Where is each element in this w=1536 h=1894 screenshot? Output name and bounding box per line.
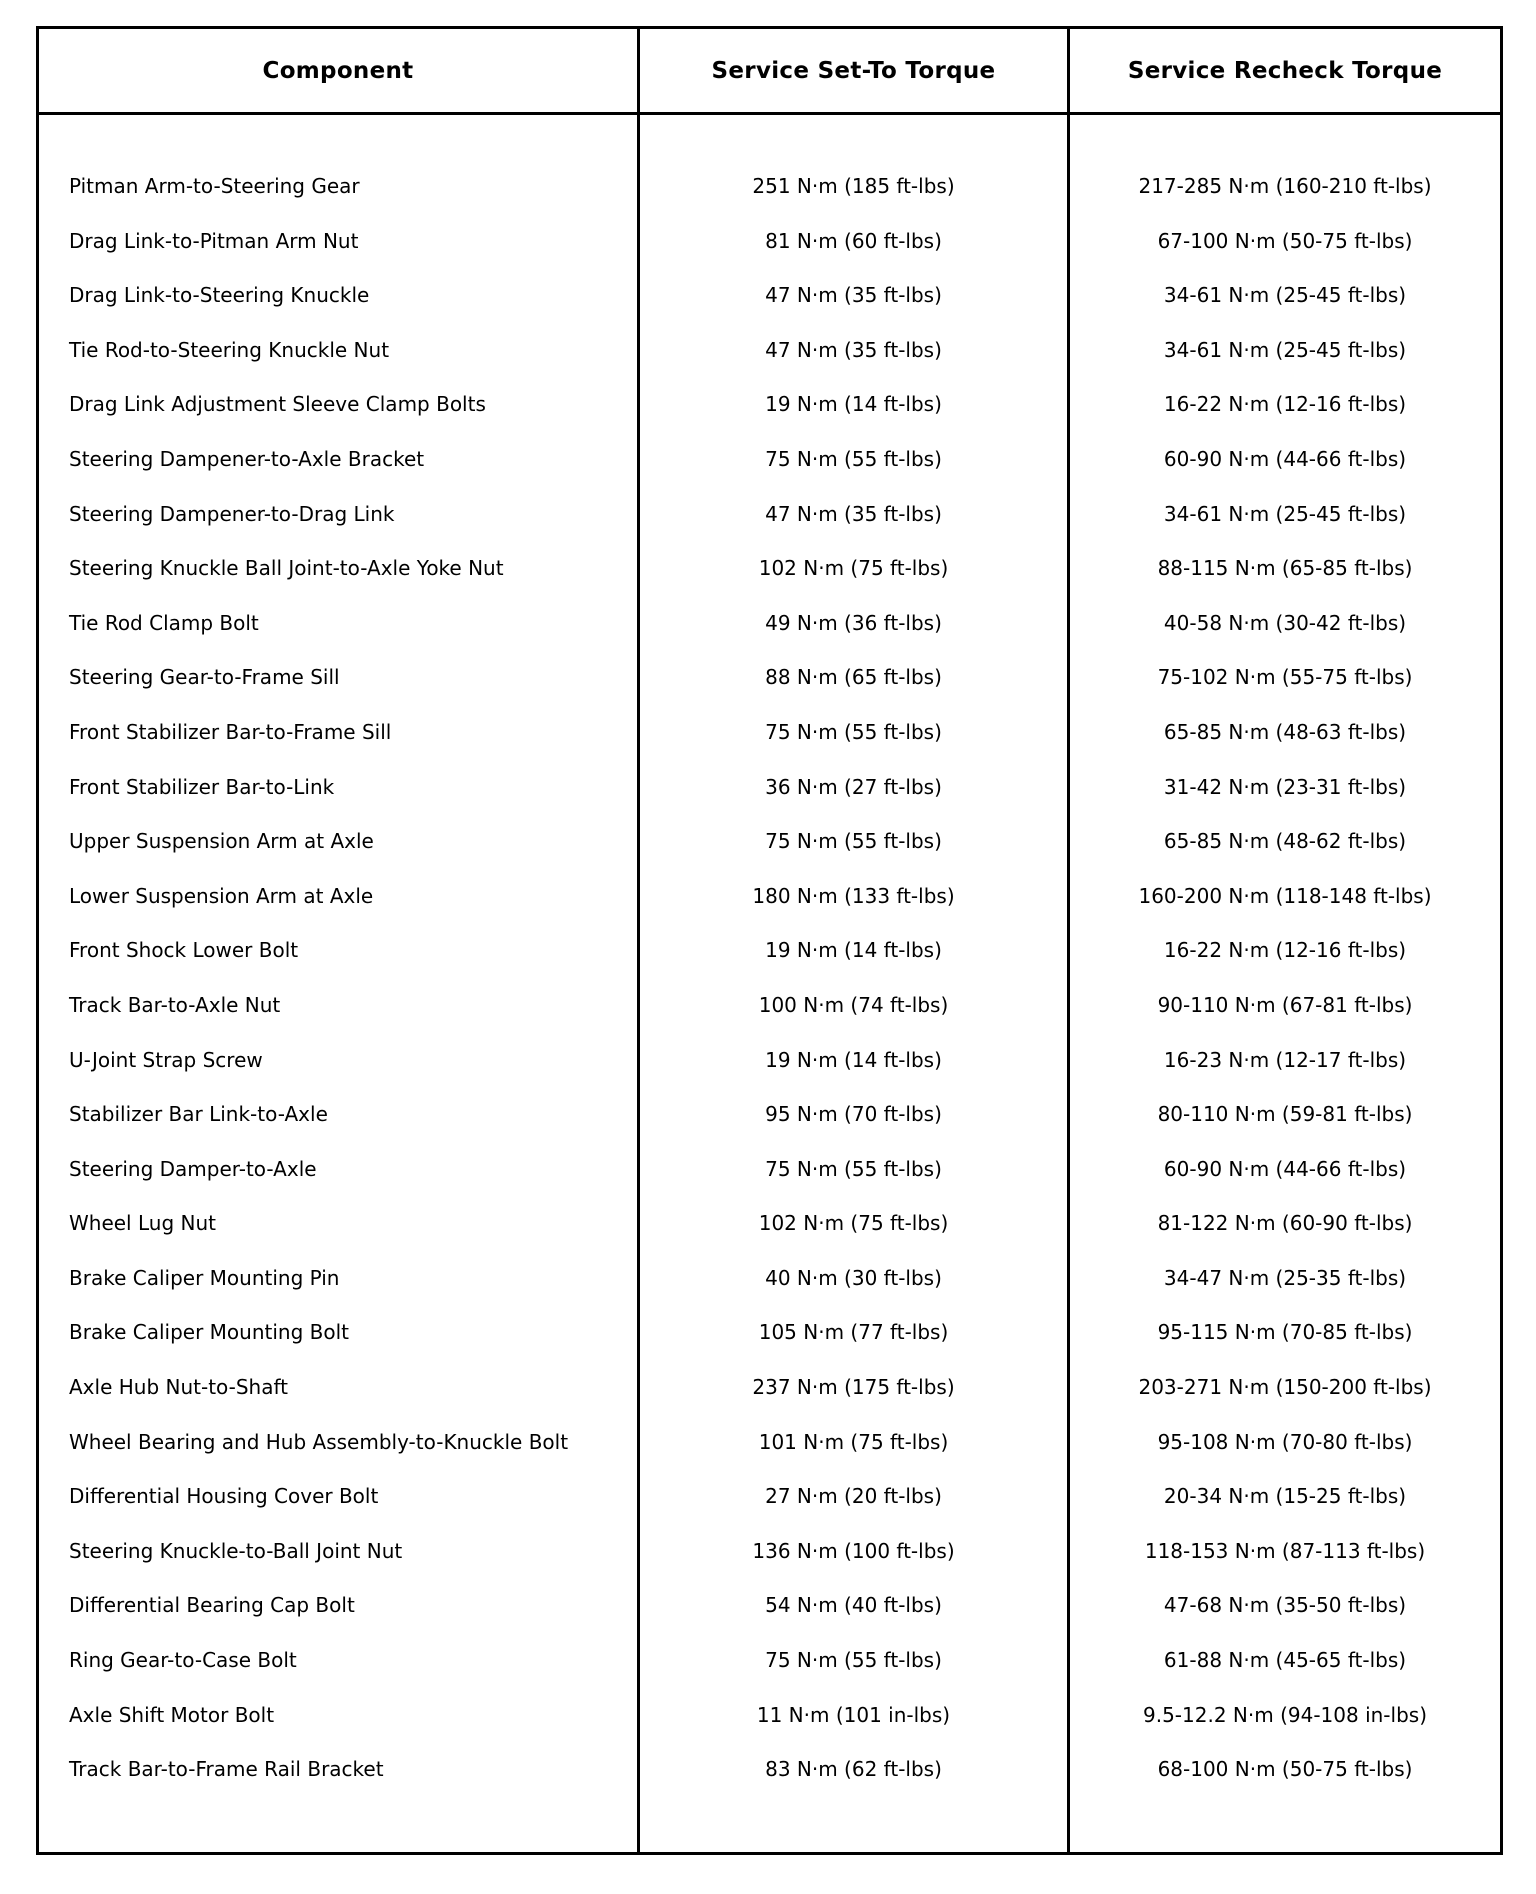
- set-to-torque-cell: 88 N·m (65 ft-lbs): [765, 665, 942, 690]
- recheck-torque-cell: 68-100 N·m (50-75 ft-lbs): [1157, 1757, 1413, 1782]
- recheck-torque-cell: 20-34 N·m (15-25 ft-lbs): [1163, 1484, 1407, 1509]
- component-cell: Differential Housing Cover Bolt: [69, 1484, 379, 1509]
- recheck-torque-cell: 95-115 N·m (70-85 ft-lbs): [1157, 1320, 1413, 1345]
- recheck-torque-cell: 95-108 N·m (70-80 ft-lbs): [1157, 1429, 1413, 1454]
- component-cell: Wheel Bearing and Hub Assembly-to-Knuckle Bolt: [69, 1429, 569, 1454]
- recheck-torque-cell: 90-110 N·m (67-81 ft-lbs): [1157, 992, 1413, 1017]
- table-row: [39, 1633, 1500, 1688]
- component-cell: Track Bar-to-Frame Rail Bracket: [69, 1757, 384, 1782]
- table-row: [39, 268, 1500, 323]
- recheck-torque-cell: 16-22 N·m (12-16 ft-lbs): [1163, 392, 1407, 417]
- component-cell: Brake Caliper Mounting Bolt: [69, 1320, 349, 1345]
- table-row: [39, 1251, 1500, 1306]
- component-cell: Steering Gear-to-Frame Sill: [69, 665, 340, 690]
- recheck-torque-cell: 40-58 N·m (30-42 ft-lbs): [1163, 610, 1407, 635]
- component-cell: Track Bar-to-Axle Nut: [69, 992, 281, 1017]
- torque-specification-table: [36, 26, 1503, 1855]
- component-cell: Front Stabilizer Bar-to-Link: [69, 774, 335, 799]
- set-to-torque-cell: 102 N·m (75 ft-lbs): [758, 556, 949, 581]
- component-cell: Drag Link-to-Pitman Arm Nut: [69, 228, 359, 253]
- component-cell: Steering Dampener-to-Drag Link: [69, 501, 395, 526]
- set-to-torque-cell: 101 N·m (75 ft-lbs): [758, 1429, 949, 1454]
- set-to-torque-cell: 105 N·m (77 ft-lbs): [758, 1320, 949, 1345]
- component-cell: Drag Link Adjustment Sleeve Clamp Bolts: [69, 392, 486, 417]
- recheck-torque-cell: 34-47 N·m (25-35 ft-lbs): [1163, 1265, 1407, 1290]
- recheck-torque-cell: 80-110 N·m (59-81 ft-lbs): [1157, 1102, 1413, 1127]
- table-row: [39, 1196, 1500, 1251]
- recheck-torque-cell: 67-100 N·m (50-75 ft-lbs): [1157, 228, 1413, 253]
- recheck-torque-cell: 16-23 N·m (12-17 ft-lbs): [1163, 1047, 1407, 1072]
- set-to-torque-cell: 75 N·m (55 ft-lbs): [765, 719, 942, 744]
- recheck-torque-cell: 203-271 N·m (150-200 ft-lbs): [1138, 1375, 1432, 1400]
- set-to-torque-cell: 95 N·m (70 ft-lbs): [765, 1102, 942, 1127]
- table-row: [39, 487, 1500, 542]
- recheck-torque-cell: 60-90 N·m (44-66 ft-lbs): [1163, 446, 1407, 471]
- table-row: [39, 650, 1500, 705]
- set-to-torque-cell: 180 N·m (133 ft-lbs): [752, 883, 955, 908]
- recheck-torque-cell: 34-61 N·m (25-45 ft-lbs): [1163, 501, 1407, 526]
- table-row: [39, 1033, 1500, 1088]
- recheck-torque-cell: 34-61 N·m (25-45 ft-lbs): [1163, 337, 1407, 362]
- set-to-torque-cell: 136 N·m (100 ft-lbs): [752, 1538, 955, 1563]
- set-to-torque-cell: 40 N·m (30 ft-lbs): [765, 1265, 942, 1290]
- recheck-torque-cell: 88-115 N·m (65-85 ft-lbs): [1157, 556, 1413, 581]
- component-cell: Tie Rod Clamp Bolt: [69, 610, 259, 635]
- component-cell: Front Stabilizer Bar-to-Frame Sill: [69, 719, 392, 744]
- table-row: [39, 159, 1500, 214]
- table-row: [39, 323, 1500, 378]
- table-row: [39, 1578, 1500, 1633]
- recheck-torque-cell: 81-122 N·m (60-90 ft-lbs): [1157, 1211, 1413, 1236]
- component-cell: Ring Gear-to-Case Bolt: [69, 1648, 297, 1673]
- recheck-torque-cell: 160-200 N·m (118-148 ft-lbs): [1138, 883, 1432, 908]
- table-row: [39, 1305, 1500, 1360]
- set-to-torque-cell: 19 N·m (14 ft-lbs): [765, 938, 942, 963]
- set-to-torque-cell: 47 N·m (35 ft-lbs): [765, 337, 942, 362]
- table-row: [39, 596, 1500, 651]
- set-to-torque-cell: 36 N·m (27 ft-lbs): [765, 774, 942, 799]
- recheck-torque-cell: 65-85 N·m (48-62 ft-lbs): [1163, 829, 1407, 854]
- component-cell: Steering Dampener-to-Axle Bracket: [69, 446, 425, 471]
- set-to-torque-cell: 81 N·m (60 ft-lbs): [765, 228, 942, 253]
- table-row: [39, 923, 1500, 978]
- set-to-torque-cell: 75 N·m (55 ft-lbs): [765, 1648, 942, 1673]
- table-row: [39, 760, 1500, 815]
- header-component: Component: [262, 57, 414, 84]
- recheck-torque-cell: 75-102 N·m (55-75 ft-lbs): [1157, 665, 1413, 690]
- table-row: [39, 541, 1500, 596]
- set-to-torque-cell: 54 N·m (40 ft-lbs): [765, 1593, 942, 1618]
- recheck-torque-cell: 118-153 N·m (87-113 ft-lbs): [1144, 1538, 1426, 1563]
- set-to-torque-cell: 100 N·m (74 ft-lbs): [758, 992, 949, 1017]
- component-cell: Drag Link-to-Steering Knuckle: [69, 283, 370, 308]
- table-row: [39, 814, 1500, 869]
- set-to-torque-cell: 75 N·m (55 ft-lbs): [765, 829, 942, 854]
- set-to-torque-cell: 49 N·m (36 ft-lbs): [765, 610, 942, 635]
- set-to-torque-cell: 237 N·m (175 ft-lbs): [752, 1375, 955, 1400]
- table-row: [39, 377, 1500, 432]
- table-row: [39, 705, 1500, 760]
- component-cell: Upper Suspension Arm at Axle: [69, 829, 374, 854]
- component-cell: Wheel Lug Nut: [69, 1211, 216, 1236]
- set-to-torque-cell: 251 N·m (185 ft-lbs): [752, 174, 955, 198]
- component-cell: Stabilizer Bar Link-to-Axle: [69, 1102, 328, 1127]
- component-cell: Axle Shift Motor Bolt: [69, 1702, 275, 1727]
- set-to-torque-cell: 27 N·m (20 ft-lbs): [765, 1484, 942, 1509]
- component-cell: Front Shock Lower Bolt: [69, 938, 299, 963]
- component-cell: Axle Hub Nut-to-Shaft: [69, 1375, 289, 1400]
- set-to-torque-cell: 75 N·m (55 ft-lbs): [765, 1156, 942, 1181]
- recheck-torque-cell: 9.5-12.2 N·m (94-108 in-lbs): [1143, 1702, 1427, 1727]
- table-row: [39, 1688, 1500, 1743]
- set-to-torque-cell: 102 N·m (75 ft-lbs): [758, 1211, 949, 1236]
- header-divider: [39, 112, 1500, 115]
- table-row: [39, 1087, 1500, 1142]
- table-row: [39, 1469, 1500, 1524]
- component-cell: Steering Knuckle Ball Joint-to-Axle Yoke Nut: [69, 556, 504, 581]
- set-to-torque-cell: 19 N·m (14 ft-lbs): [765, 1047, 942, 1072]
- table-row: [39, 1742, 1500, 1797]
- table-body: [39, 159, 1500, 1797]
- component-cell: Differential Bearing Cap Bolt: [69, 1593, 355, 1618]
- recheck-torque-cell: 47-68 N·m (35-50 ft-lbs): [1163, 1593, 1407, 1618]
- header-recheck-torque: Service Recheck Torque: [1127, 57, 1443, 84]
- table-row: [39, 1524, 1500, 1579]
- recheck-torque-cell: 217-285 N·m (160-210 ft-lbs): [1138, 174, 1432, 198]
- component-cell: Steering Damper-to-Axle: [69, 1156, 317, 1181]
- set-to-torque-cell: 75 N·m (55 ft-lbs): [765, 446, 942, 471]
- component-cell: U-Joint Strap Screw: [69, 1047, 263, 1072]
- recheck-torque-cell: 60-90 N·m (44-66 ft-lbs): [1163, 1156, 1407, 1181]
- component-cell: Brake Caliper Mounting Pin: [69, 1265, 340, 1290]
- component-cell: Lower Suspension Arm at Axle: [69, 883, 374, 908]
- component-cell: Steering Knuckle-to-Ball Joint Nut: [69, 1538, 403, 1563]
- table-row: [39, 1142, 1500, 1197]
- recheck-torque-cell: 16-22 N·m (12-16 ft-lbs): [1163, 938, 1407, 963]
- table-row: [39, 432, 1500, 487]
- table-row: [39, 978, 1500, 1033]
- set-to-torque-cell: 83 N·m (62 ft-lbs): [765, 1757, 942, 1782]
- recheck-torque-cell: 31-42 N·m (23-31 ft-lbs): [1163, 774, 1407, 799]
- set-to-torque-cell: 19 N·m (14 ft-lbs): [765, 392, 942, 417]
- set-to-torque-cell: 47 N·m (35 ft-lbs): [765, 501, 942, 526]
- component-cell: Tie Rod-to-Steering Knuckle Nut: [69, 337, 390, 362]
- set-to-torque-cell: 11 N·m (101 in-lbs): [756, 1702, 951, 1727]
- recheck-torque-cell: 61-88 N·m (45-65 ft-lbs): [1163, 1648, 1407, 1673]
- recheck-torque-cell: 34-61 N·m (25-45 ft-lbs): [1163, 283, 1407, 308]
- table-row: [39, 869, 1500, 924]
- table-row: [39, 1360, 1500, 1415]
- set-to-torque-cell: 47 N·m (35 ft-lbs): [765, 283, 942, 308]
- recheck-torque-cell: 65-85 N·m (48-63 ft-lbs): [1163, 719, 1407, 744]
- table-row: [39, 214, 1500, 269]
- table-row: [39, 1415, 1500, 1470]
- header-set-to-torque: Service Set-To Torque: [711, 57, 996, 84]
- component-cell: Pitman Arm-to-Steering Gear: [69, 174, 360, 198]
